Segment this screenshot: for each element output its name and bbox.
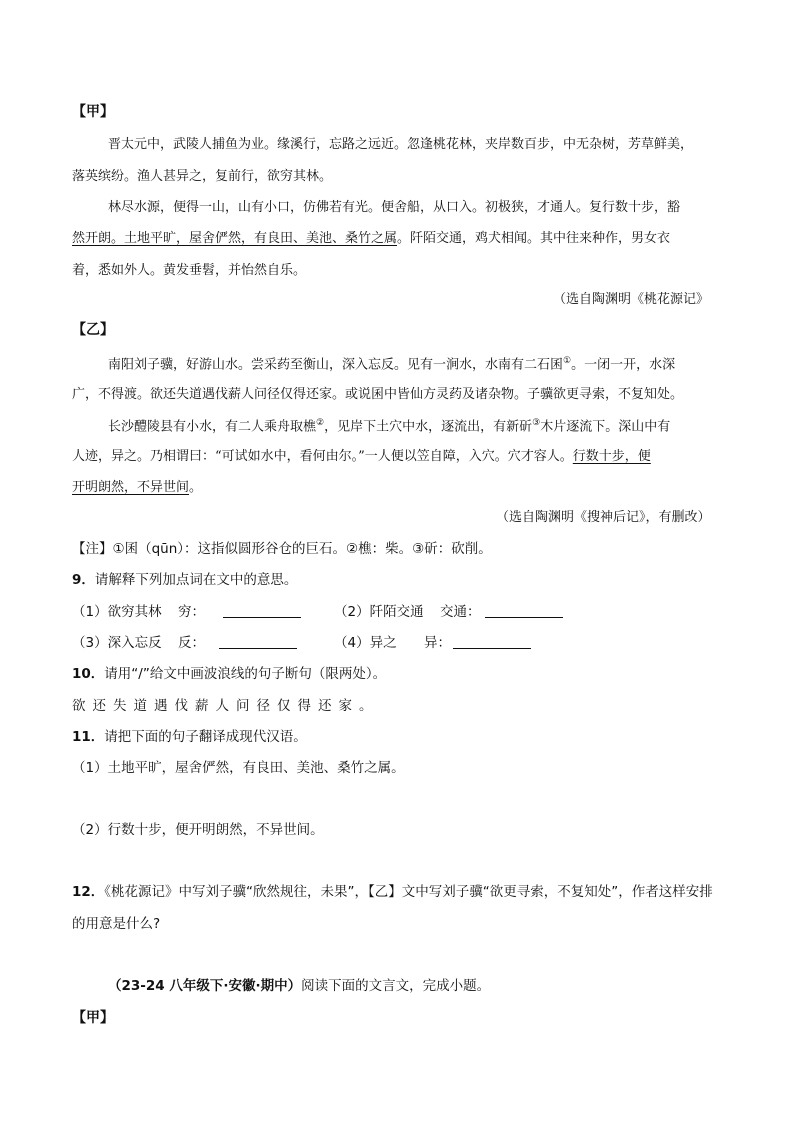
jia-para2-line1: 林尽水源，便得一山，山有小口，仿佛若有光。便舍船，从口入。初极狭，才通人。复行数十步，豁 [108,200,681,215]
jia-para1-line1: 晋太元中，武陵人捕鱼为业。缘溪行，忘路之远近。忽逢桃花林，夹岸数百步，中无杂树，芳草鲜美， [108,137,694,152]
yi-underlined-sentence-part2: 开明朗然，不异世间 [72,480,190,495]
yi-para1-line2: 广，不得渡。欲还失道遇伐薪人问径仅得还家。或说囷中皆仙方灵药及诸杂物。子骥欲更寻索，不复知处。 [72,387,684,402]
jia-underlined-sentence: 然开朗。土地平旷，屋舍俨然，有良田、美池、桑竹之属 [72,231,398,246]
footnote-marker-2: ② [316,418,325,428]
answer-blank-9-4[interactable] [453,636,531,649]
next-section-heading-jia: 【甲】 [72,1010,114,1026]
answer-blank-9-1[interactable] [223,605,301,618]
question-11-title: 11．请把下面的句子翻译成现代汉语。 [72,729,307,745]
yi-para2-line1: 长沙醴陵县有小水，有二人乘舟取樵②，见岸下土穴中水，逐流出，有新斫③木片逐流下。深山中有 [108,418,671,435]
yi-para2-line2: 人迹，异之。乃相谓曰：“可试如水中，看何由尔。”一人便以笠自障，入穴。穴才容人。行数十步，便 [72,449,651,464]
jia-source: （选自陶渊明《桃花源记》 [553,292,710,307]
question-9-item-4-word: 异： [424,635,451,651]
question-10-title: 10．请用“/”给文中画波浪线的句子断句（限两处）。 [72,666,387,682]
section-heading-yi: 【乙】 [72,322,114,338]
annotation-note: 【注】①囷（qūn）：这指似圆形谷仓的巨石。②樵：柴。③斫：砍削。 [72,541,492,557]
section-heading-jia: 【甲】 [72,104,114,120]
yi-underlined-sentence-part1: 行数十步，便 [572,449,651,464]
yi-para2-line3: 开明朗然，不异世间。 [72,480,203,495]
question-9-item-1: （1）欲穷其林 [72,604,162,620]
next-passage-intro: （23-24 八年级下·安徽·期中）阅读下面的文言文，完成小题。 [108,978,491,994]
jia-para2-line3: 着，悉如外人。黄发垂髫，并怡然自乐。 [72,263,307,278]
question-9-title: 9．请解释下列加点词在文中的意思。 [72,572,298,588]
footnote-marker-1: ① [563,356,572,366]
question-9-item-2-word: 交通： [440,604,481,620]
jia-para1-line2: 落英缤纷。渔人甚异之，复前行，欲穷其林。 [72,169,333,184]
answer-blank-9-2[interactable] [485,605,563,618]
question-9-item-1-word: 穷： [178,604,205,620]
question-9-item-3-word: 反： [178,635,205,651]
answer-blank-9-3[interactable] [219,636,297,649]
yi-source: （选自陶渊明《搜神后记》，有删改） [496,510,711,525]
question-9-item-2: （2）阡陌交通 [334,604,424,620]
footnote-marker-3: ③ [532,418,541,428]
question-11-item-1: （1）土地平旷，屋舍俨然，有良田、美池、桑竹之属。 [72,760,405,776]
jia-para2-line2: 然开朗。土地平旷，屋舍俨然，有良田、美池、桑竹之属。阡陌交通，鸡犬相闻。其中往来种作，男女衣 [72,231,671,246]
question-9-item-3: （3）深入忘反 [72,635,162,651]
question-9-item-4: （4）异之 [334,635,397,651]
question-12-line-2: 的用意是什么? [72,916,161,932]
question-10-sentence: 欲还失道遇伐薪人问径仅得还家。 [72,698,380,714]
yi-para1-line1: 南阳刘子骥，好游山水。尝采药至衡山，深入忘反。见有一涧水，水南有二石囷①。一闭一开，水深 [108,356,676,373]
question-12-line-1: 12．《桃花源记》中写刘子骥“欣然规往，未果”，【乙】文中写刘子骥“欲更寻索，不复知处”，作者这样安排 [72,884,713,900]
question-11-item-2: （2）行数十步，便开明朗然，不异世间。 [72,822,324,838]
